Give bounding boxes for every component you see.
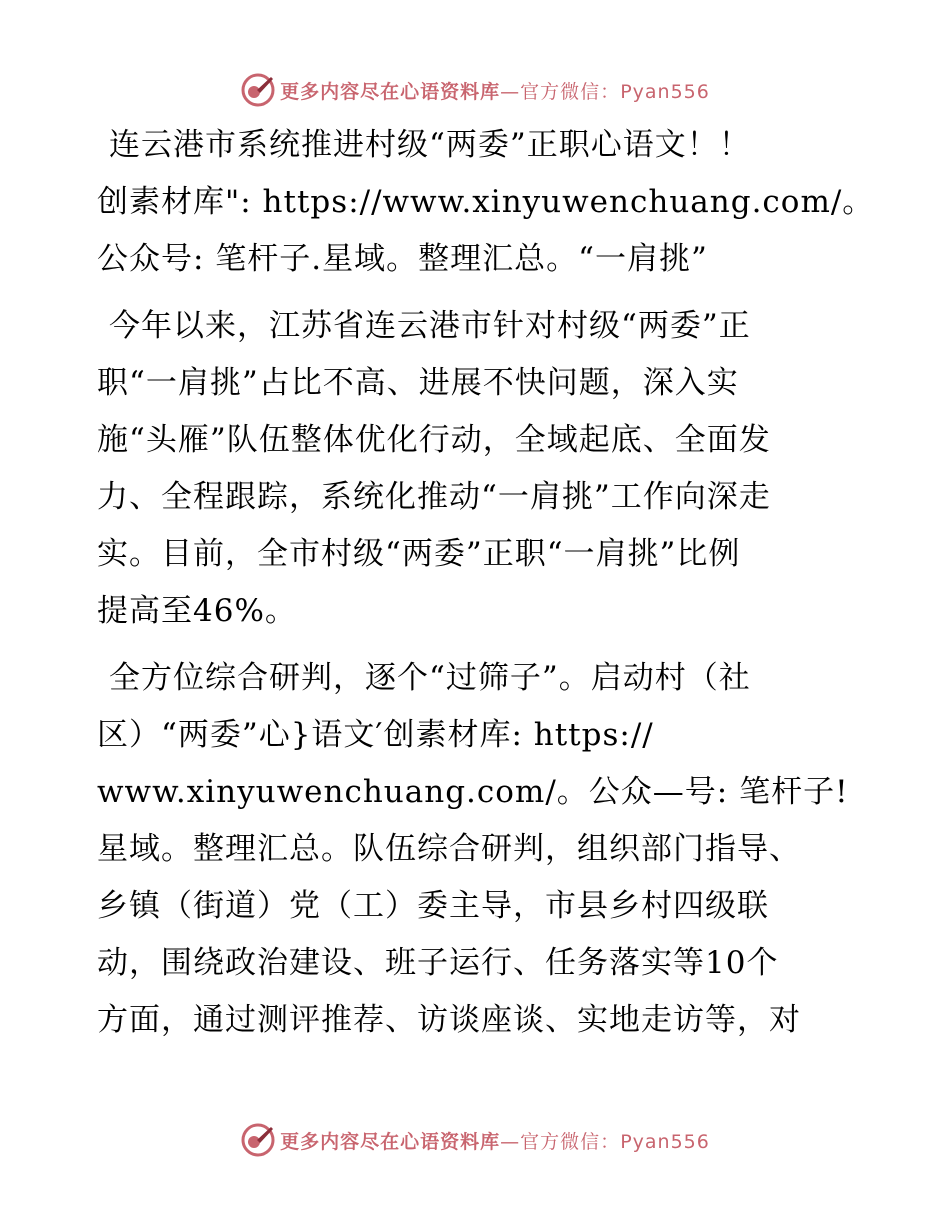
document-body — [97, 117, 875, 1049]
banner-separator: — — [500, 80, 521, 103]
text-line: 区）“两委”心}语文′创素材库: https:// — [97, 717, 654, 753]
text-line: 施“头雁”队伍整体优化行动，全域起底、全面发 — [97, 422, 771, 458]
text-line: 方面，通过测评推荐、访谈座谈、实地走访等，对 — [97, 1002, 801, 1038]
footer-banner — [0, 1120, 950, 1160]
banner-wechat-id: Pyan556 — [620, 80, 710, 103]
text-line: 创素材库": https://www.xinyuwenchuang.com/。 — [97, 184, 875, 220]
banner-main-text: 更多内容尽在心语资料库 — [280, 80, 501, 103]
text-line: 动，围绕政治建设、班子运行、任务落实等10个 — [97, 945, 779, 981]
logo-pen-icon — [240, 72, 276, 108]
banner-separator: — — [500, 1130, 521, 1153]
paragraph-2 — [97, 298, 857, 640]
text-line: 职“一肩挑”占比不高、进展不快问题，深入实 — [97, 365, 739, 401]
text-line: www.xinyuwenchuang.com/。公众—号: 笔杆子! — [97, 774, 849, 810]
text-line: 公众号: 笔杆子.星域。整理汇总。“一肩挑” — [97, 241, 708, 277]
text-line: 实。目前，全市村级“两委”正职“一肩挑”比例 — [97, 536, 741, 572]
banner-wechat-label: 官方微信： — [520, 1130, 621, 1153]
banner-main-text: 更多内容尽在心语资料库 — [280, 1130, 501, 1153]
header-banner-text — [280, 77, 710, 104]
footer-banner-text — [280, 1127, 710, 1154]
paragraph-3 — [97, 650, 857, 1049]
text-line: 今年以来，江苏省连云港市针对村级“两委”正 — [109, 308, 751, 344]
banner-wechat-label: 官方微信： — [520, 80, 621, 103]
text-line: 全方位综合研判，逐个“过筛子”。启动村（社 — [109, 660, 751, 696]
text-line: 力、全程跟踪，系统化推动“一肩挑”工作向深走 — [97, 479, 771, 515]
logo-pen-icon — [240, 1122, 276, 1158]
header-banner — [0, 70, 950, 110]
banner-wechat-id: Pyan556 — [620, 1130, 710, 1153]
text-line: 连云港市系统推进村级“两委”正职心语文！！ — [109, 127, 751, 163]
paragraph-1 — [97, 117, 875, 288]
text-line: 星域。整理汇总。队伍综合研判，组织部门指导、 — [97, 831, 801, 867]
text-line: 乡镇（街道）党（工）委主导，市县乡村四级联 — [97, 888, 769, 924]
text-line: 提高至46%。 — [97, 593, 297, 629]
